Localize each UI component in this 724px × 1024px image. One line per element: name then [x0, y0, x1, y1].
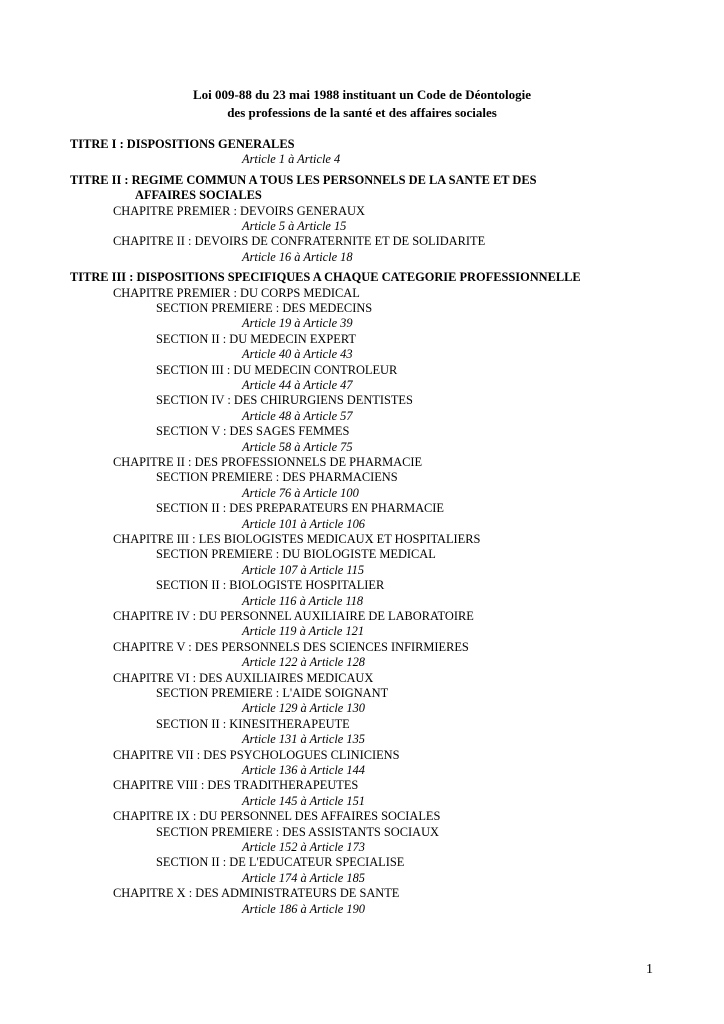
- toc-article-range: Article 1 à Article 4: [242, 152, 341, 167]
- toc-section: SECTION II : DU MEDECIN EXPERT: [156, 331, 356, 346]
- toc-chapitre: CHAPITRE V : DES PERSONNELS DES SCIENCES INFIRMIERES: [113, 639, 469, 654]
- toc-article-range: Article 131 à Article 135: [242, 732, 365, 747]
- toc-article-range: Article 145 à Article 151: [242, 793, 365, 808]
- document-title-line-2: des professions de la santé et des affaires sociales: [227, 105, 497, 120]
- toc-titre: TITRE III : DISPOSITIONS SPECIFIQUES A CHAQUE CATEGORIE PROFESSIONNELLE: [70, 270, 581, 285]
- toc-article-range: Article 40 à Article 43: [242, 347, 353, 362]
- toc-section: SECTION IV : DES CHIRURGIENS DENTISTES: [156, 393, 413, 408]
- toc-article-range: Article 119 à Article 121: [242, 624, 365, 639]
- toc-article-range: Article 101 à Article 106: [242, 516, 365, 531]
- toc-article-range: Article 136 à Article 144: [242, 763, 365, 777]
- toc-titre: TITRE II : REGIME COMMUN A TOUS LES PERSONNELS DE LA SANTE ET DES: [70, 172, 537, 187]
- toc-article-range: Article 76 à Article 100: [242, 485, 359, 500]
- toc-chapitre: CHAPITRE III : LES BIOLOGISTES MEDICAUX ET HOSPITALIERS: [113, 532, 481, 546]
- toc-chapitre: CHAPITRE IV : DU PERSONNEL AUXILIAIRE DE LABORATOIRE: [113, 609, 474, 623]
- toc-chapitre: CHAPITRE IX : DU PERSONNEL DES AFFAIRES SOCIALES: [113, 809, 441, 824]
- toc-article-range: Article 58 à Article 75: [242, 439, 353, 454]
- toc-section: SECTION PREMIERE : DES MEDECINS: [156, 301, 373, 315]
- document-title-line-1: Loi 009-88 du 23 mai 1988 instituant un Code de Déontologie: [192, 87, 532, 102]
- toc-section: SECTION PREMIERE : DU BIOLOGISTE MEDICAL: [156, 547, 436, 562]
- toc-chapitre: CHAPITRE PREMIER : DEVOIRS GENERAUX: [113, 203, 365, 218]
- toc-chapitre: CHAPITRE VII : DES PSYCHOLOGUES CLINICIENS: [113, 747, 400, 762]
- toc-section: SECTION II : DE L'EDUCATEUR SPECIALISE: [156, 855, 405, 870]
- toc-article-range: Article 48 à Article 57: [242, 408, 353, 423]
- page-number: 1: [646, 962, 653, 977]
- toc-article-range: Article 174 à Article 185: [242, 870, 365, 885]
- toc-article-range: Article 5 à Article 15: [242, 219, 347, 233]
- toc-section: SECTION PREMIERE : L'AIDE SOIGNANT: [156, 686, 389, 700]
- toc-article-range: Article 44 à Article 47: [242, 378, 353, 392]
- toc-article-range: Article 16 à Article 18: [242, 249, 353, 264]
- toc-chapitre: CHAPITRE II : DES PROFESSIONNELS DE PHARMACIE: [113, 455, 423, 469]
- toc-article-range: Article 152 à Article 173: [242, 840, 365, 854]
- toc-section: SECTION III : DU MEDECIN CONTROLEUR: [156, 362, 398, 377]
- toc-section: SECTION PREMIERE : DES PHARMACIENS: [156, 470, 398, 485]
- toc-article-range: Article 116 à Article 118: [242, 593, 364, 608]
- toc-article-range: Article 107 à Article 115: [242, 562, 365, 577]
- toc-section: SECTION II : KINESITHERAPEUTE: [156, 716, 350, 731]
- toc-titre: TITRE I : DISPOSITIONS GENERALES: [70, 137, 295, 151]
- toc-chapitre: CHAPITRE PREMIER : DU CORPS MEDICAL: [113, 285, 360, 300]
- toc-titre-continuation: AFFAIRES SOCIALES: [135, 188, 262, 203]
- toc-article-range: Article 122 à Article 128: [242, 655, 365, 670]
- toc-article-range: Article 19 à Article 39: [242, 316, 353, 331]
- toc-section: SECTION II : DES PREPARATEURS EN PHARMACIE: [156, 501, 445, 516]
- toc-article-range: Article 129 à Article 130: [242, 701, 365, 716]
- toc-chapitre: CHAPITRE X : DES ADMINISTRATEURS DE SANTE: [113, 886, 400, 901]
- toc-chapitre: CHAPITRE II : DEVOIRS DE CONFRATERNITE ET DE SOLIDARITE: [113, 234, 486, 249]
- toc-chapitre: CHAPITRE VIII : DES TRADITHERAPEUTES: [113, 778, 359, 793]
- toc-section: SECTION II : BIOLOGISTE HOSPITALIER: [156, 578, 385, 593]
- toc-chapitre: CHAPITRE VI : DES AUXILIAIRES MEDICAUX: [113, 670, 374, 685]
- toc-section: SECTION V : DES SAGES FEMMES: [156, 424, 350, 439]
- toc-section: SECTION PREMIERE : DES ASSISTANTS SOCIAUX: [156, 824, 439, 839]
- toc-article-range: Article 186 à Article 190: [242, 901, 365, 916]
